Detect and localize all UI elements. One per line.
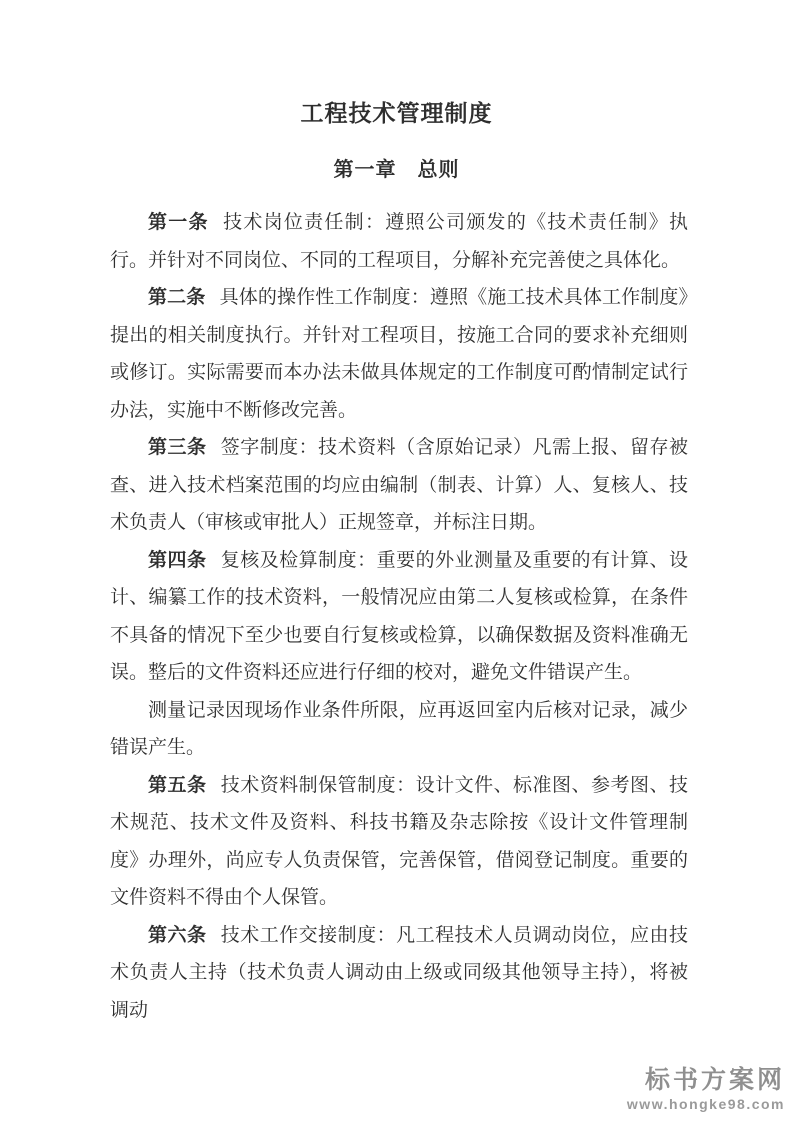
article-paragraph	[110, 204, 688, 279]
watermark-site-url: www.hongke98.com	[626, 1095, 785, 1112]
article-paragraph	[110, 767, 688, 917]
article-paragraph	[110, 917, 688, 1030]
article-text: 测量记录因现场作业条件所限，应再返回室内后核对记录，减少错误产生。	[110, 699, 688, 758]
article-label: 第一条	[148, 212, 209, 233]
article-label: 第六条	[148, 924, 207, 946]
document-body	[110, 204, 688, 1029]
article-text: 技术工作交接制度：凡工程技术人员调动岗位，应由技术负责人主持（技术负责人调动由上级或同级其他领导主持），将被调动	[110, 924, 688, 1021]
article-text: 具体的操作性工作制度：遵照《施工技术具体工作制度》提出的相关制度执行。并针对工程项目，按施工合同的要求补充细则或修订。实际需要而本办法未做具体规定的工作制度可酌情制定试行办法，实施中不断修改完善。	[110, 287, 688, 421]
chapter-heading: 第一章 总则	[333, 159, 460, 181]
article-text: 复核及检算制度：重要的外业测量及重要的有计算、设计、编纂工作的技术资料，一般情况应由第二人复核或检算，在条件不具备的情况下至少也要自行复核或检算，以确保数据及资料准确无误。整后的文件资料还应进行仔细的校对，避免文件错误产生。	[110, 549, 688, 683]
article-label: 第二条	[148, 287, 206, 308]
article-paragraph	[110, 429, 688, 542]
article-text: 技术岗位责任制：遵照公司颁发的《技术责任制》执行。并针对不同岗位、不同的工程项目，分解补充完善使之具体化。	[110, 212, 688, 271]
article-label: 第五条	[148, 774, 207, 796]
article-label: 第四条	[148, 549, 207, 571]
document-title: 工程技术管理制度	[300, 101, 493, 126]
article-label: 第三条	[148, 437, 207, 458]
article-paragraph	[110, 542, 688, 692]
watermark-site-name: 标书方案网	[644, 1066, 785, 1095]
site-watermark	[627, 1067, 785, 1112]
article-paragraph	[110, 692, 688, 767]
article-text: 签字制度：技术资料（含原始记录）凡需上报、留存被查、进入技术档案范围的均应由编制（制表、计算）人、复核人、技术负责人（审核或审批人）正规签章，并标注日期。	[110, 437, 688, 533]
article-text: 技术资料制保管制度：设计文件、标准图、参考图、技术规范、技术文件及资料、科技书籍及杂志除按《设计文件管理制度》办理外，尚应专人负责保管，完善保管，借阅登记制度。重要的文件资料不得由个人保管。	[110, 774, 688, 908]
article-paragraph	[110, 279, 688, 429]
